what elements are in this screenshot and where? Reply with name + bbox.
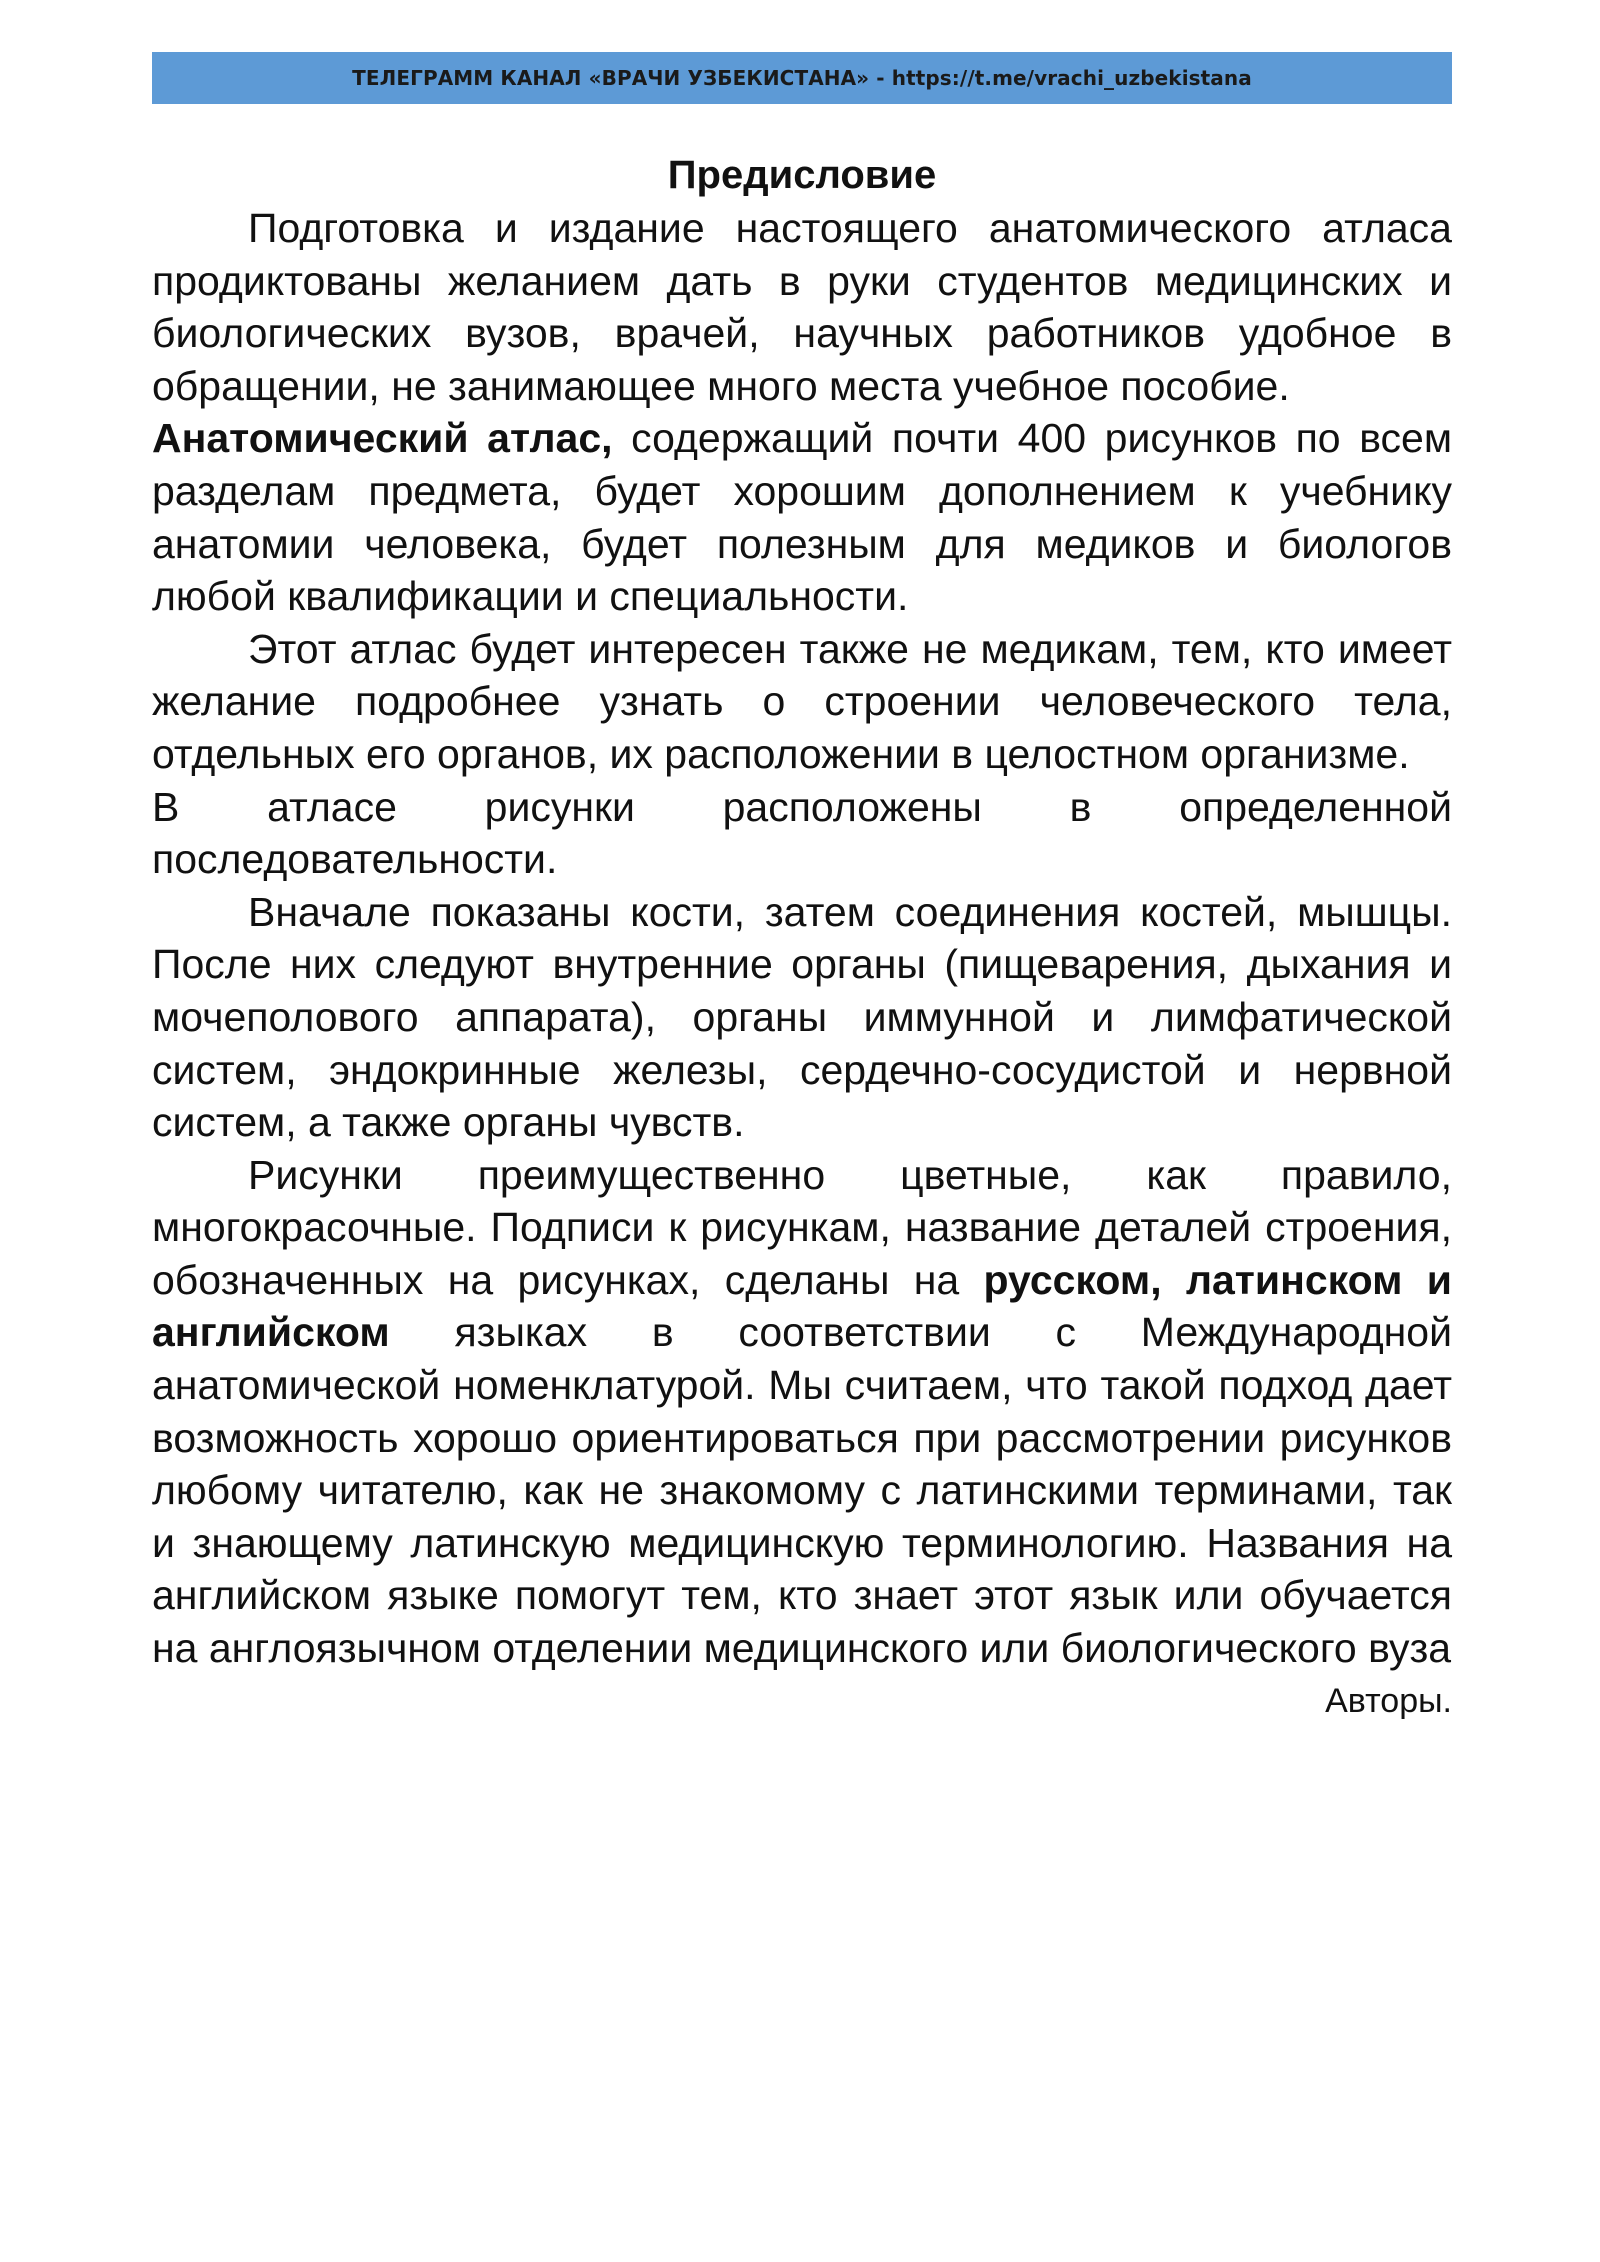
paragraph-2-bold: Анатомический атлас, [152,415,613,462]
banner-text: ТЕЛЕГРАММ КАНАЛ «ВРАЧИ УЗБЕКИСТАНА» - https://t.me/vrachi_uzbekistana [352,66,1252,90]
paragraph-2 [152,412,1452,622]
paragraph-1: Подготовка и издание настоящего анатомического атласа продиктованы желанием дать в руки студентов медицинских и биологических вузов, врачей, научных работников удобное в обращении, не занимающее много места учебное пособие. [152,205,1452,409]
paragraph-6-bold: русском, латинском и английском [152,1256,1453,1356]
paragraph-3: Этот атлас будет интересен также не медикам, тем, кто имеет желание подробнее узнать о строении человеческого тела, отдельных его органов, их расположении в целостном организме. [152,625,1452,777]
paragraph-5: Вначале показаны кости, затем соединения костей, мышцы. После них следуют внутренние органы (пищеварения, дыхания и мочеполового аппарата), органы иммунной и лимфатической систем, эндокринные железы, сердечно-сосудистой и нервной систем, а также органы чувств. [152,888,1452,1146]
paragraph-4: В атласе рисунки расположены в определенной последовательности. [152,783,1452,883]
paragraph-6-end: языках в соответствии с Международной анатомической номенклатурой. Мы считаем, что такой подход дает возможность хорошо ориентироваться при рассмотрении рисунков любому читателю, как не знакомому с латинскими терминами, так и знающему латинскую медицинскую терминологию. Названия на английском языке помогут тем, кто знает этот язык или обучается на англоязычном отделении медицинского или биологического вуза [152,1309,1452,1672]
paragraph-2-text: содержащий почти 400 рисунков по всем разделам предмета, будет хорошим дополнением к учебнику анатомии человека, будет полезным для медиков и биологов любой квалификации и специальности. [152,415,1453,620]
signature: Авторы. [1325,1681,1452,1720]
paragraph-6 [152,1149,1452,1675]
document-body [152,148,1452,1725]
page-title: Предисловие [667,153,937,197]
header-banner [152,52,1452,104]
paragraph-6-start: Рисунки преимущественно цветные, как правило, многокрасочные. Подписи к рисункам, название деталей строения, обозначенных на рисунках, сделаны на [152,1151,1452,1303]
